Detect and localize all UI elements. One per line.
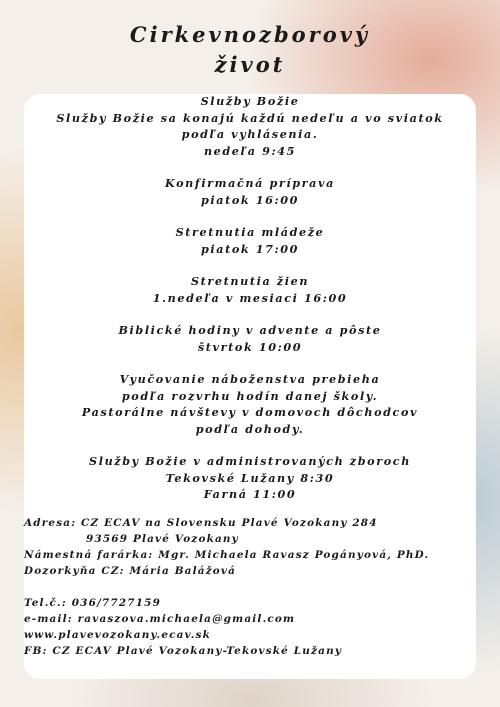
address-line-1: Adresa: CZ ECAV na Slovensku Plavé Vozokany 284 — [24, 517, 378, 529]
bible-heading: Biblické hodiny v advente a pôste — [118, 323, 382, 337]
confirmation-time: piatok 16:00 — [200, 192, 300, 207]
facebook-line: FB: CZ ECAV Plavé Vozokany-Tekovské Lužany — [24, 645, 343, 657]
confirmation-heading: Konfirmačná príprava — [165, 176, 335, 190]
services-line-2: podľa vyhlásenia. — [181, 127, 319, 141]
page-title — [0, 20, 500, 80]
curator-line: Dozorkyňa CZ: Mária Balážová — [24, 565, 237, 577]
website-link[interactable]: www.plavevozokany.ecav.sk — [24, 629, 212, 641]
administered-line-2: Farná 11:00 — [203, 487, 297, 501]
services-time: nedeľa 9:45 — [203, 143, 297, 158]
teaching-block — [24, 371, 476, 437]
spacer — [24, 579, 476, 595]
address-line-2: 93569 Plavé Vozokany — [86, 533, 239, 545]
youth-time: piatok 17:00 — [200, 241, 300, 256]
administered-block — [24, 453, 476, 503]
pastor-line: Námestná farárka: Mgr. Michaela Ravasz Pogányová, PhD. — [24, 549, 430, 561]
services-block — [24, 93, 476, 159]
women-block — [24, 273, 476, 306]
contact-info — [24, 515, 476, 659]
email-link[interactable]: e-mail: ravaszova.michaela@gmail.com — [24, 613, 296, 625]
bible-time: štvrtok 10:00 — [197, 339, 303, 354]
services-line-1: Služby Božie sa konajú každú nedeľu a vo sviatok — [56, 110, 444, 125]
youth-heading: Stretnutia mládeže — [175, 225, 325, 239]
schedule — [24, 93, 476, 519]
teaching-line-4: podľa dohody. — [195, 421, 305, 436]
women-heading: Stretnutia žien — [190, 274, 310, 288]
teaching-line-1: Vyučovanie náboženstva prebieha — [119, 372, 381, 386]
confirmation-block — [24, 175, 476, 208]
phone-line: Tel.č.: 036/7727159 — [24, 597, 162, 609]
title-line-2: život — [214, 52, 286, 77]
administered-heading: Služby Božie v administrovaných zboroch — [89, 454, 411, 468]
title-line-1: Cirkevnozborový — [129, 22, 371, 47]
services-heading: Služby Božie — [200, 94, 300, 108]
women-time: 1.nedeľa v mesiaci 16:00 — [152, 290, 348, 305]
youth-block — [24, 224, 476, 257]
teaching-line-2: podľa rozvrhu hodín danej školy. — [121, 388, 379, 403]
bible-block — [24, 322, 476, 355]
teaching-line-3: Pastorálne návštevy v domovoch dôchodcov — [81, 405, 419, 419]
administered-line-1: Tekovské Lužany 8:30 — [165, 470, 335, 485]
